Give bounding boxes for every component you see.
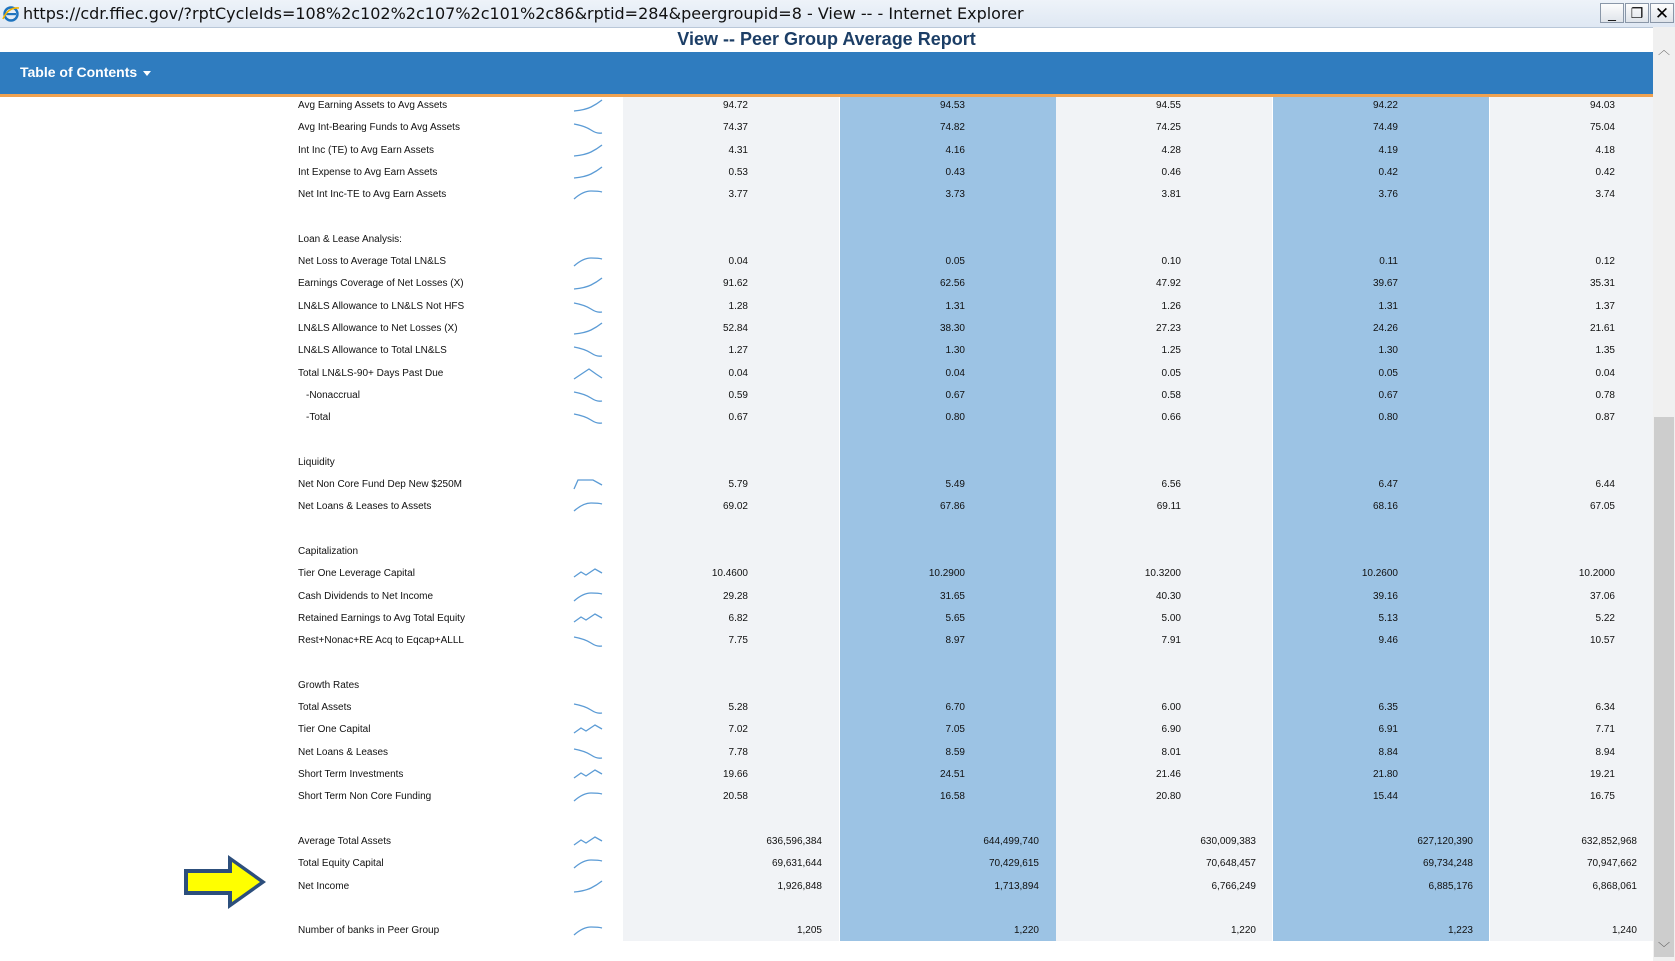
row-label: -Total <box>306 412 331 424</box>
cell-value: 8.59 <box>945 746 965 758</box>
cell-value: 0.12 <box>1595 256 1615 268</box>
row-label: Net Int Inc-TE to Avg Earn Assets <box>298 189 447 201</box>
cell-value: 6,885,176 <box>1428 880 1473 892</box>
cell-value: 69,631,644 <box>771 858 822 870</box>
cell-value: 0.66 <box>1161 412 1181 424</box>
table-row <box>0 342 1653 363</box>
minimize-button[interactable]: _ <box>1600 3 1624 23</box>
sparkline-chart <box>573 119 603 137</box>
cell-value: 1,240 <box>1611 925 1637 937</box>
cell-value: 1.30 <box>945 345 965 357</box>
cell-value: 74.25 <box>1155 122 1181 134</box>
cell-value: 3.77 <box>728 189 748 201</box>
cell-value: 0.43 <box>945 166 965 178</box>
cell-value: 16.58 <box>939 791 965 803</box>
table-row <box>0 97 1653 118</box>
table-row <box>0 298 1653 319</box>
yellow-arrow-icon <box>182 853 268 911</box>
cell-value: 0.04 <box>728 367 748 379</box>
table-row <box>0 677 1653 698</box>
cell-value: 1.27 <box>728 345 748 357</box>
table-row <box>0 833 1653 854</box>
row-label: Net Loss to Average Total LN&LS <box>298 256 447 268</box>
cell-value: 68.16 <box>1372 501 1398 513</box>
cell-value: 0.78 <box>1595 389 1615 401</box>
sparkline-chart <box>573 186 603 204</box>
row-label: Short Term Non Core Funding <box>298 791 432 803</box>
row-label: Tier One Leverage Capital <box>298 568 415 580</box>
row-label: Avg Int-Bearing Funds to Avg Assets <box>298 122 460 134</box>
cell-value: 67.86 <box>939 501 965 513</box>
cell-value: 70,947,662 <box>1586 858 1637 870</box>
cell-value: 0.53 <box>728 166 748 178</box>
peer-group-report-table <box>0 97 1653 941</box>
table-row <box>0 588 1653 609</box>
table-row <box>0 365 1653 386</box>
cell-value: 0.10 <box>1161 256 1181 268</box>
table-row <box>0 454 1653 475</box>
table-row <box>0 186 1653 207</box>
cell-value: 69,734,248 <box>1422 858 1473 870</box>
cell-value: 7.02 <box>728 724 748 736</box>
sparkline-chart <box>573 588 603 606</box>
cell-value: 1,713,894 <box>994 880 1039 892</box>
row-label: Int Inc (TE) to Avg Earn Assets <box>298 144 434 156</box>
section-heading: Loan & Lease Analysis: <box>298 233 402 245</box>
cell-value: 4.18 <box>1595 144 1615 156</box>
cell-value: 6.00 <box>1161 702 1181 714</box>
cell-value: 3.73 <box>945 189 965 201</box>
navbar <box>0 52 1653 97</box>
cell-value: 1,220 <box>1013 925 1039 937</box>
cell-value: 10.2900 <box>928 568 965 580</box>
cell-value: 636,596,384 <box>766 835 822 847</box>
cell-value: 1,926,848 <box>777 880 822 892</box>
cell-value: 3.81 <box>1161 189 1181 201</box>
cell-value: 27.23 <box>1155 323 1181 334</box>
cell-value: 94.53 <box>939 100 965 111</box>
cell-value: 1.35 <box>1595 345 1615 357</box>
cell-value: 0.42 <box>1595 166 1615 178</box>
cell-value: 7.75 <box>728 635 748 647</box>
cell-value: 31.65 <box>939 590 965 602</box>
cell-value: 24.26 <box>1372 323 1398 334</box>
cell-value: 0.05 <box>945 256 965 268</box>
cell-value: 67.05 <box>1589 501 1615 513</box>
cell-value: 1,223 <box>1447 925 1473 937</box>
table-row <box>0 498 1653 519</box>
cell-value: 70,429,615 <box>988 858 1039 870</box>
table-row <box>0 142 1653 163</box>
cell-value: 5.79 <box>728 479 748 491</box>
row-label: Retained Earnings to Avg Total Equity <box>298 612 465 624</box>
cell-value: 6.47 <box>1378 479 1398 491</box>
cell-value: 6.34 <box>1595 702 1615 714</box>
cell-value: 62.56 <box>939 278 965 290</box>
cell-value: 6.70 <box>945 702 965 714</box>
cell-value: 10.2600 <box>1361 568 1398 580</box>
cell-value: 6.35 <box>1378 702 1398 714</box>
cell-value: 5.13 <box>1378 612 1398 624</box>
spacer-row <box>0 655 1653 676</box>
cell-value: 8.97 <box>945 635 965 647</box>
table-row <box>0 275 1653 296</box>
table-row <box>0 922 1653 941</box>
cell-value: 644,499,740 <box>983 835 1039 847</box>
spacer-row <box>0 209 1653 230</box>
cell-value: 38.30 <box>939 323 965 334</box>
cell-value: 10.2000 <box>1578 568 1615 580</box>
cell-value: 6,868,061 <box>1592 880 1637 892</box>
sparkline-chart <box>573 342 603 360</box>
cell-value: 3.76 <box>1378 189 1398 201</box>
sparkline-chart <box>573 922 603 940</box>
row-label: Total LN&LS-90+ Days Past Due <box>298 367 444 379</box>
sparkline-chart <box>573 766 603 784</box>
table-row <box>0 164 1653 185</box>
row-label: Total Equity Capital <box>298 858 384 870</box>
cell-value: 19.21 <box>1589 769 1615 780</box>
window-title-bar <box>0 0 1675 28</box>
cell-value: 630,009,383 <box>1200 835 1256 847</box>
cell-value: 8.01 <box>1161 746 1181 758</box>
toc-label: Table of Contents <box>20 64 138 80</box>
sparkline-chart <box>573 97 603 115</box>
cell-value: 1.31 <box>1378 300 1398 312</box>
cell-value: 9.46 <box>1378 635 1398 647</box>
sparkline-chart <box>573 855 603 873</box>
cell-value: 94.22 <box>1372 100 1398 111</box>
cell-value: 5.00 <box>1161 612 1181 624</box>
sparkline-chart <box>573 632 603 650</box>
row-label: Number of banks in Peer Group <box>298 925 440 937</box>
cell-value: 74.49 <box>1372 122 1398 134</box>
cell-value: 24.51 <box>939 769 965 780</box>
cell-value: 70,648,457 <box>1205 858 1256 870</box>
cell-value: 6,766,249 <box>1211 880 1256 892</box>
row-label: Tier One Capital <box>298 724 371 736</box>
cell-value: 4.31 <box>728 144 748 156</box>
table-row <box>0 231 1653 252</box>
sparkline-chart <box>573 275 603 293</box>
internet-explorer-icon <box>2 5 20 23</box>
cell-value: 37.06 <box>1589 590 1615 602</box>
caret-down-icon <box>143 71 151 76</box>
cell-value: 10.4600 <box>711 568 748 580</box>
table-row <box>0 721 1653 742</box>
cell-value: 0.58 <box>1161 389 1181 401</box>
cell-value: 47.92 <box>1155 278 1181 290</box>
spacer-row <box>0 811 1653 832</box>
cell-value: 3.74 <box>1595 189 1615 201</box>
sparkline-chart <box>573 744 603 762</box>
cell-value: 0.67 <box>945 389 965 401</box>
table-row <box>0 766 1653 787</box>
row-label: Cash Dividends to Net Income <box>298 590 434 602</box>
sparkline-chart <box>573 565 603 583</box>
sparkline-chart <box>573 409 603 427</box>
cell-value: 94.03 <box>1589 100 1615 111</box>
row-label: Net Loans & Leases <box>298 746 389 758</box>
row-label: Int Expense to Avg Earn Assets <box>298 166 438 178</box>
cell-value: 5.65 <box>945 612 965 624</box>
cell-value: 6.56 <box>1161 479 1181 491</box>
cell-value: 4.16 <box>945 144 965 156</box>
cell-value: 0.67 <box>1378 389 1398 401</box>
row-label: Average Total Assets <box>298 835 392 847</box>
cell-value: 5.22 <box>1595 612 1615 624</box>
cell-value: 0.80 <box>945 412 965 424</box>
spacer-row <box>0 432 1653 453</box>
cell-value: 20.58 <box>722 791 748 803</box>
cell-value: 6.90 <box>1161 724 1181 736</box>
sparkline-chart <box>573 833 603 851</box>
table-row <box>0 543 1653 564</box>
table-row <box>0 565 1653 586</box>
cell-value: 8.94 <box>1595 746 1615 758</box>
sparkline-chart <box>573 387 603 405</box>
table-row <box>0 632 1653 653</box>
table-row <box>0 610 1653 631</box>
row-label: LN&LS Allowance to Net Losses (X) <box>298 323 458 334</box>
cell-value: 0.11 <box>1379 256 1398 268</box>
cell-value: 1,205 <box>796 925 822 937</box>
cell-value: 52.84 <box>722 323 748 334</box>
table-row <box>0 119 1653 140</box>
cell-value: 6.44 <box>1595 479 1615 491</box>
cell-value: 21.61 <box>1589 323 1615 334</box>
cell-value: 0.05 <box>1378 367 1398 379</box>
cell-value: 91.62 <box>722 278 748 290</box>
table-row <box>0 320 1653 341</box>
cell-value: 1,220 <box>1230 925 1256 937</box>
cell-value: 19.66 <box>722 769 748 780</box>
row-label: Rest+Nonac+RE Acq to Eqcap+ALLL <box>298 635 464 647</box>
cell-value: 1.26 <box>1161 300 1181 312</box>
table-row <box>0 476 1653 497</box>
cell-value: 627,120,390 <box>1417 835 1473 847</box>
table-row <box>0 253 1653 274</box>
cell-value: 7.78 <box>728 746 748 758</box>
cell-value: 0.04 <box>728 256 748 268</box>
sparkline-chart <box>573 164 603 182</box>
section-heading: Liquidity <box>298 456 335 468</box>
cell-value: 74.37 <box>722 122 748 134</box>
table-row <box>0 744 1653 765</box>
cell-value: 10.57 <box>1589 635 1615 647</box>
cell-value: 0.04 <box>1595 367 1615 379</box>
cell-value: 94.55 <box>1155 100 1181 111</box>
cell-value: 21.46 <box>1155 769 1181 780</box>
section-heading: Growth Rates <box>298 679 360 691</box>
table-row <box>0 699 1653 720</box>
sparkline-chart <box>573 320 603 338</box>
cell-value: 69.11 <box>1156 501 1181 513</box>
cell-value: 4.28 <box>1161 144 1181 156</box>
cell-value: 15.44 <box>1372 791 1398 803</box>
row-label: Short Term Investments <box>298 769 404 780</box>
close-button[interactable]: ✕ <box>1650 3 1674 23</box>
sparkline-chart <box>573 298 603 316</box>
cell-value: 5.28 <box>728 702 748 714</box>
restore-button[interactable]: ❐ <box>1625 3 1649 23</box>
cell-value: 4.19 <box>1378 144 1398 156</box>
cell-value: 74.82 <box>939 122 965 134</box>
cell-value: 1.25 <box>1161 345 1181 357</box>
cell-value: 39.67 <box>1372 278 1398 290</box>
vertical-scrollbar[interactable] <box>1653 27 1675 961</box>
sparkline-chart <box>573 498 603 516</box>
page-title: View -- Peer Group Average Report <box>677 29 976 49</box>
cell-value: 0.46 <box>1161 166 1181 178</box>
cell-value: 39.16 <box>1372 590 1398 602</box>
window-title: https://cdr.ffiec.gov/?rptCycleIds=108%2c102%2c107%2c101%2c86&rptid=284&peergroupid=8 - View -- - Internet Explorer <box>23 4 1024 23</box>
cell-value: 0.04 <box>945 367 965 379</box>
row-label: Total Assets <box>298 702 352 714</box>
cell-value: 5.49 <box>945 479 965 491</box>
cell-value: 8.84 <box>1378 746 1398 758</box>
cell-value: 1.37 <box>1595 300 1615 312</box>
cell-value: 0.05 <box>1161 367 1181 379</box>
cell-value: 7.91 <box>1161 635 1181 647</box>
row-label: Earnings Coverage of Net Losses (X) <box>298 278 464 290</box>
scroll-thumb[interactable] <box>1654 417 1674 957</box>
cell-value: 6.91 <box>1378 724 1398 736</box>
cell-value: 7.05 <box>945 724 965 736</box>
section-heading: Capitalization <box>298 546 359 557</box>
sparkline-chart <box>573 142 603 160</box>
scroll-down-icon[interactable]: ﹀ <box>1657 941 1670 955</box>
cell-value: 1.28 <box>728 300 748 312</box>
sparkline-chart <box>573 788 603 806</box>
cell-value: 632,852,968 <box>1581 835 1637 847</box>
sparkline-chart <box>573 610 603 628</box>
cell-value: 69.02 <box>722 501 748 513</box>
scroll-up-icon[interactable]: ︿ <box>1657 43 1670 57</box>
cell-value: 40.30 <box>1155 590 1181 602</box>
cell-value: 21.80 <box>1372 769 1398 780</box>
cell-value: 16.75 <box>1589 791 1615 803</box>
row-label: Net Loans & Leases to Assets <box>298 501 432 513</box>
cell-value: 75.04 <box>1589 122 1615 134</box>
sparkline-chart <box>573 878 603 896</box>
table-row <box>0 788 1653 809</box>
cell-value: 10.3200 <box>1144 568 1181 580</box>
cell-value: 1.31 <box>945 300 965 312</box>
sparkline-chart <box>573 476 603 494</box>
cell-value: 94.72 <box>722 100 748 111</box>
cell-value: 6.82 <box>728 612 748 624</box>
row-label: LN&LS Allowance to Total LN&LS <box>298 345 447 357</box>
sparkline-chart <box>573 721 603 739</box>
cell-value: 35.31 <box>1589 278 1615 290</box>
sparkline-chart <box>573 699 603 717</box>
cell-value: 0.67 <box>728 412 748 424</box>
sparkline-chart <box>573 253 603 271</box>
row-label: Net Income <box>298 880 350 892</box>
row-label: -Nonaccrual <box>306 389 360 401</box>
row-label: Avg Earning Assets to Avg Assets <box>298 100 448 111</box>
cell-value: 1.30 <box>1378 345 1398 357</box>
spacer-row <box>0 521 1653 542</box>
row-label: LN&LS Allowance to LN&LS Not HFS <box>298 300 465 312</box>
cell-value: 0.59 <box>728 389 748 401</box>
cell-value: 20.80 <box>1155 791 1181 803</box>
cell-value: 0.42 <box>1378 166 1398 178</box>
table-of-contents-dropdown[interactable] <box>20 64 151 80</box>
cell-value: 0.80 <box>1378 412 1398 424</box>
cell-value: 0.87 <box>1595 412 1615 424</box>
cell-value: 29.28 <box>722 590 748 602</box>
sparkline-chart <box>573 365 603 383</box>
table-row <box>0 409 1653 430</box>
cell-value: 7.71 <box>1595 724 1615 736</box>
row-label: Net Non Core Fund Dep New $250M <box>298 479 462 491</box>
table-row <box>0 387 1653 408</box>
